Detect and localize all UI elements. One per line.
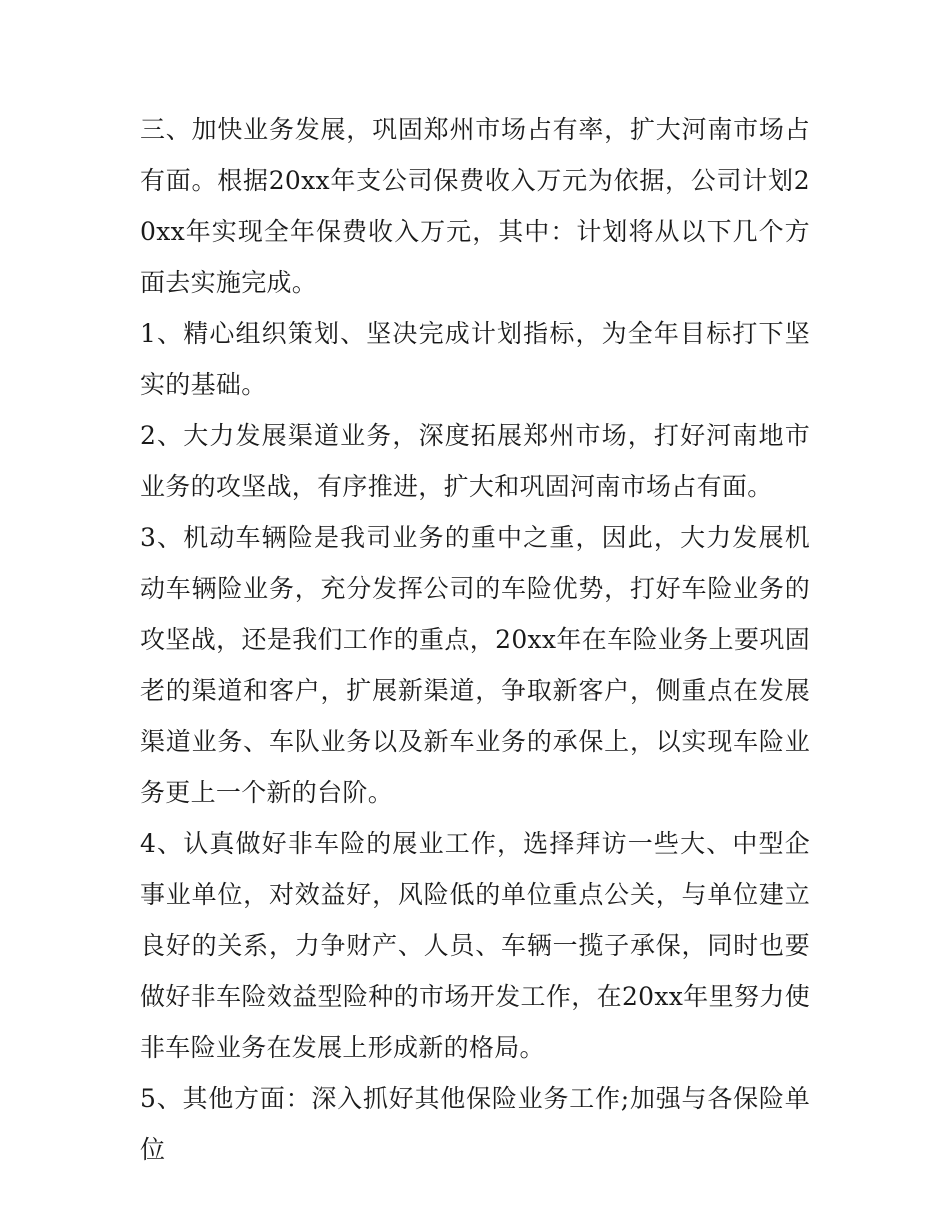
paragraph-item-4: 4、认真做好非车险的展业工作，选择拜访一些大、中型企事业单位，对效益好，风险低的单位重点公关，与单位建立良好的关系，力争财产、人员、车辆一揽子承保，同时也要做好非车险效益型险种的市场开发工作，在20xx年里努力使非车险业务在发展上形成新的格局。 [140, 829, 810, 1062]
document-body [140, 104, 810, 1175]
paragraph-item-3: 3、机动车辆险是我司业务的重中之重，因此，大力发展机动车辆险业务，充分发挥公司的车险优势，打好车险业务的攻坚战，还是我们工作的重点，20xx年在车险业务上要巩固老的渠道和客户，扩展新渠道，争取新客户，侧重点在发展渠道业务、车队业务以及新车业务的承保上，以实现车险业务更上一个新的台阶。 [140, 523, 810, 807]
paragraph-item-5: 5、其他方面：深入抓好其他保险业务工作;加强与各保险单位 [140, 1084, 810, 1164]
paragraph-item-2: 2、大力发展渠道业务，深度拓展郑州市场，打好河南地市业务的攻坚战，有序推进，扩大和巩固河南市场占有面。 [140, 421, 810, 501]
paragraph-item-1: 1、精心组织策划、坚决完成计划指标，为全年目标打下坚实的基础。 [140, 319, 810, 399]
paragraph-intro: 三、加快业务发展，巩固郑州市场占有率，扩大河南市场占有面。根据20xx年支公司保费收入万元为依据，公司计划20xx年实现全年保费收入万元，其中：计划将从以下几个方面去实施完成。 [140, 115, 810, 297]
